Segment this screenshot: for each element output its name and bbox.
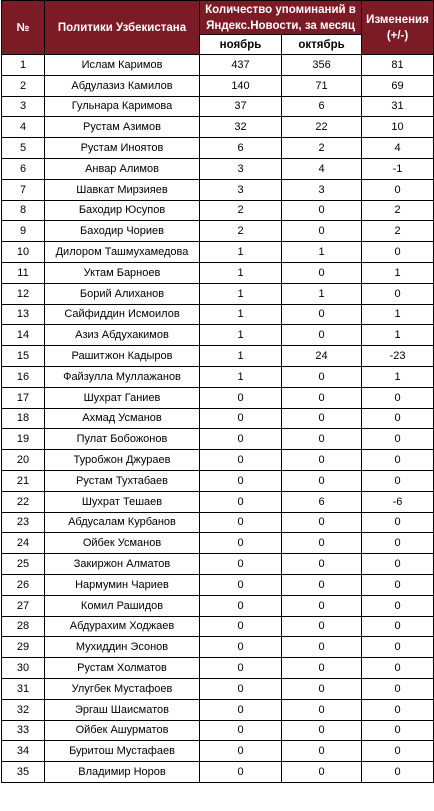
table-row	[2, 429, 434, 450]
table-row	[2, 304, 434, 325]
cell-change: 81	[362, 55, 434, 76]
cell-november: 0	[200, 720, 282, 741]
table-row	[2, 283, 434, 304]
cell-number: 19	[2, 429, 45, 450]
table-body	[2, 55, 434, 783]
cell-change: 0	[362, 429, 434, 450]
cell-name: Туробжон Джураев	[45, 450, 200, 471]
cell-november: 0	[200, 616, 282, 637]
cell-name: Дилором Ташмухамедова	[45, 242, 200, 263]
cell-october: 4	[282, 158, 362, 179]
cell-number: 17	[2, 387, 45, 408]
cell-october: 22	[282, 117, 362, 138]
cell-change: 0	[362, 533, 434, 554]
cell-number: 9	[2, 221, 45, 242]
table-row	[2, 242, 434, 263]
cell-number: 31	[2, 678, 45, 699]
cell-november: 1	[200, 325, 282, 346]
cell-name: Шухрат Тешаев	[45, 491, 200, 512]
table-row	[2, 325, 434, 346]
cell-number: 28	[2, 616, 45, 637]
cell-name: Шухрат Ганиев	[45, 387, 200, 408]
cell-name: Рашитжон Кадыров	[45, 346, 200, 367]
table-row	[2, 179, 434, 200]
table-row	[2, 595, 434, 616]
cell-october: 0	[282, 470, 362, 491]
cell-change: 0	[362, 283, 434, 304]
table-row	[2, 408, 434, 429]
cell-name: Мухиддин Эсонов	[45, 637, 200, 658]
cell-number: 33	[2, 720, 45, 741]
cell-november: 0	[200, 387, 282, 408]
cell-change: 0	[362, 637, 434, 658]
header-change: Изменения (+/-)	[362, 1, 434, 55]
cell-number: 13	[2, 304, 45, 325]
cell-october: 0	[282, 574, 362, 595]
cell-november: 3	[200, 179, 282, 200]
cell-november: 1	[200, 262, 282, 283]
cell-number: 3	[2, 96, 45, 117]
cell-october: 0	[282, 512, 362, 533]
cell-name: Ойбек Ашурматов	[45, 720, 200, 741]
table-row	[2, 96, 434, 117]
cell-october: 0	[282, 262, 362, 283]
cell-name: Эргаш Шаисматов	[45, 699, 200, 720]
header-number: №	[2, 1, 45, 55]
table-header	[2, 1, 434, 55]
cell-change: -23	[362, 346, 434, 367]
cell-number: 4	[2, 117, 45, 138]
cell-november: 0	[200, 533, 282, 554]
cell-change: 31	[362, 96, 434, 117]
cell-name: Абдусалам Курбанов	[45, 512, 200, 533]
cell-number: 14	[2, 325, 45, 346]
cell-name: Шавкат Мирзияев	[45, 179, 200, 200]
cell-change: 0	[362, 242, 434, 263]
cell-november: 0	[200, 762, 282, 783]
cell-change: 0	[362, 387, 434, 408]
cell-november: 140	[200, 75, 282, 96]
cell-number: 23	[2, 512, 45, 533]
cell-october: 356	[282, 55, 362, 76]
cell-name: Абдулазиз Камилов	[45, 75, 200, 96]
cell-october: 0	[282, 741, 362, 762]
cell-number: 29	[2, 637, 45, 658]
cell-november: 0	[200, 470, 282, 491]
cell-name: Уктам Барноев	[45, 262, 200, 283]
cell-name: Анвар Алимов	[45, 158, 200, 179]
cell-number: 16	[2, 366, 45, 387]
cell-name: Рустам Тухтабаев	[45, 470, 200, 491]
table-row	[2, 366, 434, 387]
cell-name: Буритош Мустафаев	[45, 741, 200, 762]
cell-october: 71	[282, 75, 362, 96]
table-row	[2, 658, 434, 679]
table-row	[2, 262, 434, 283]
cell-number: 5	[2, 138, 45, 159]
cell-name: Улугбек Мустафоев	[45, 678, 200, 699]
table-row	[2, 158, 434, 179]
cell-change: 4	[362, 138, 434, 159]
cell-number: 27	[2, 595, 45, 616]
table-row	[2, 55, 434, 76]
cell-november: 1	[200, 283, 282, 304]
table-row	[2, 699, 434, 720]
cell-number: 24	[2, 533, 45, 554]
cell-name: Баходир Чориев	[45, 221, 200, 242]
table-row	[2, 720, 434, 741]
cell-october: 0	[282, 720, 362, 741]
cell-name: Ойбек Усманов	[45, 533, 200, 554]
cell-change: 0	[362, 574, 434, 595]
cell-name: Рустам Холматов	[45, 658, 200, 679]
cell-number: 18	[2, 408, 45, 429]
table-row	[2, 138, 434, 159]
cell-october: 6	[282, 96, 362, 117]
cell-change: 0	[362, 720, 434, 741]
cell-change: 0	[362, 741, 434, 762]
cell-october: 0	[282, 387, 362, 408]
cell-november: 437	[200, 55, 282, 76]
cell-october: 0	[282, 658, 362, 679]
cell-change: 0	[362, 512, 434, 533]
cell-november: 0	[200, 408, 282, 429]
cell-october: 2	[282, 138, 362, 159]
cell-number: 20	[2, 450, 45, 471]
cell-november: 1	[200, 366, 282, 387]
cell-number: 25	[2, 554, 45, 575]
cell-name: Борий Алиханов	[45, 283, 200, 304]
cell-change: 0	[362, 699, 434, 720]
cell-name: Рустам Иноятов	[45, 138, 200, 159]
cell-change: 1	[362, 262, 434, 283]
cell-name: Абдурахим Ходжаев	[45, 616, 200, 637]
cell-change: 0	[362, 554, 434, 575]
table-row	[2, 450, 434, 471]
table-row	[2, 554, 434, 575]
table-row	[2, 470, 434, 491]
table-row	[2, 533, 434, 554]
cell-october: 0	[282, 304, 362, 325]
cell-number: 35	[2, 762, 45, 783]
table-row	[2, 346, 434, 367]
cell-change: 0	[362, 616, 434, 637]
cell-october: 0	[282, 200, 362, 221]
table-row	[2, 512, 434, 533]
cell-october: 0	[282, 616, 362, 637]
cell-name: Баходир Юсупов	[45, 200, 200, 221]
cell-november: 0	[200, 574, 282, 595]
cell-november: 0	[200, 554, 282, 575]
cell-october: 0	[282, 366, 362, 387]
cell-number: 21	[2, 470, 45, 491]
cell-october: 0	[282, 762, 362, 783]
header-politicians: Политики Узбекистана	[45, 1, 200, 55]
cell-change: 1	[362, 304, 434, 325]
cell-october: 3	[282, 179, 362, 200]
cell-november: 1	[200, 346, 282, 367]
cell-name: Ахмад Усманов	[45, 408, 200, 429]
cell-october: 0	[282, 595, 362, 616]
cell-name: Рустам Азимов	[45, 117, 200, 138]
cell-november: 1	[200, 304, 282, 325]
cell-name: Азиз Абдухакимов	[45, 325, 200, 346]
cell-october: 24	[282, 346, 362, 367]
table-row	[2, 75, 434, 96]
header-row	[2, 1, 434, 35]
cell-november: 1	[200, 242, 282, 263]
cell-november: 32	[200, 117, 282, 138]
header-mentions: Количество упоминаний в Яндекс.Новости, за месяц	[200, 1, 362, 35]
cell-november: 0	[200, 512, 282, 533]
cell-october: 0	[282, 699, 362, 720]
cell-november: 2	[200, 221, 282, 242]
cell-november: 0	[200, 595, 282, 616]
cell-november: 0	[200, 637, 282, 658]
cell-november: 0	[200, 658, 282, 679]
cell-change: 0	[362, 762, 434, 783]
cell-october: 6	[282, 491, 362, 512]
cell-name: Пулат Бобожонов	[45, 429, 200, 450]
cell-number: 1	[2, 55, 45, 76]
cell-number: 30	[2, 658, 45, 679]
table-row	[2, 741, 434, 762]
table-row	[2, 491, 434, 512]
cell-october: 0	[282, 554, 362, 575]
cell-november: 0	[200, 741, 282, 762]
cell-change: 1	[362, 366, 434, 387]
cell-name: Гульнара Каримова	[45, 96, 200, 117]
cell-change: 0	[362, 450, 434, 471]
cell-october: 0	[282, 450, 362, 471]
cell-change: 0	[362, 408, 434, 429]
cell-october: 0	[282, 408, 362, 429]
cell-change: 69	[362, 75, 434, 96]
cell-number: 7	[2, 179, 45, 200]
politicians-mentions-table	[1, 0, 434, 783]
cell-november: 37	[200, 96, 282, 117]
cell-number: 2	[2, 75, 45, 96]
header-october: октябрь	[282, 35, 362, 55]
table-row	[2, 616, 434, 637]
cell-number: 26	[2, 574, 45, 595]
cell-name: Файзулла Муллажанов	[45, 366, 200, 387]
cell-number: 10	[2, 242, 45, 263]
table-row	[2, 117, 434, 138]
cell-change: -6	[362, 491, 434, 512]
cell-october: 0	[282, 637, 362, 658]
table-row	[2, 574, 434, 595]
cell-october: 1	[282, 242, 362, 263]
table-row	[2, 637, 434, 658]
cell-number: 34	[2, 741, 45, 762]
cell-change: 0	[362, 179, 434, 200]
cell-name: Владимир Норов	[45, 762, 200, 783]
cell-november: 0	[200, 429, 282, 450]
cell-change: 0	[362, 678, 434, 699]
cell-name: Комил Рашидов	[45, 595, 200, 616]
cell-number: 32	[2, 699, 45, 720]
cell-change: 10	[362, 117, 434, 138]
cell-change: 0	[362, 658, 434, 679]
cell-november: 6	[200, 138, 282, 159]
cell-october: 0	[282, 678, 362, 699]
table-row	[2, 200, 434, 221]
cell-november: 0	[200, 491, 282, 512]
cell-october: 0	[282, 325, 362, 346]
table-row	[2, 221, 434, 242]
cell-number: 22	[2, 491, 45, 512]
cell-number: 8	[2, 200, 45, 221]
cell-november: 0	[200, 678, 282, 699]
cell-name: Нармумин Чариев	[45, 574, 200, 595]
cell-change: 0	[362, 470, 434, 491]
cell-october: 0	[282, 221, 362, 242]
cell-november: 3	[200, 158, 282, 179]
cell-number: 12	[2, 283, 45, 304]
cell-name: Ислам Каримов	[45, 55, 200, 76]
cell-change: 2	[362, 221, 434, 242]
cell-october: 0	[282, 533, 362, 554]
cell-october: 0	[282, 429, 362, 450]
cell-october: 1	[282, 283, 362, 304]
cell-november: 0	[200, 699, 282, 720]
cell-november: 0	[200, 450, 282, 471]
header-november: ноябрь	[200, 35, 282, 55]
cell-number: 11	[2, 262, 45, 283]
cell-number: 15	[2, 346, 45, 367]
cell-name: Сайфиддин Исмоилов	[45, 304, 200, 325]
table-row	[2, 762, 434, 783]
cell-change: 0	[362, 595, 434, 616]
cell-change: 1	[362, 325, 434, 346]
table-row	[2, 387, 434, 408]
cell-november: 2	[200, 200, 282, 221]
cell-change: 2	[362, 200, 434, 221]
cell-name: Закиржон Алматов	[45, 554, 200, 575]
cell-number: 6	[2, 158, 45, 179]
table-row	[2, 678, 434, 699]
cell-change: -1	[362, 158, 434, 179]
